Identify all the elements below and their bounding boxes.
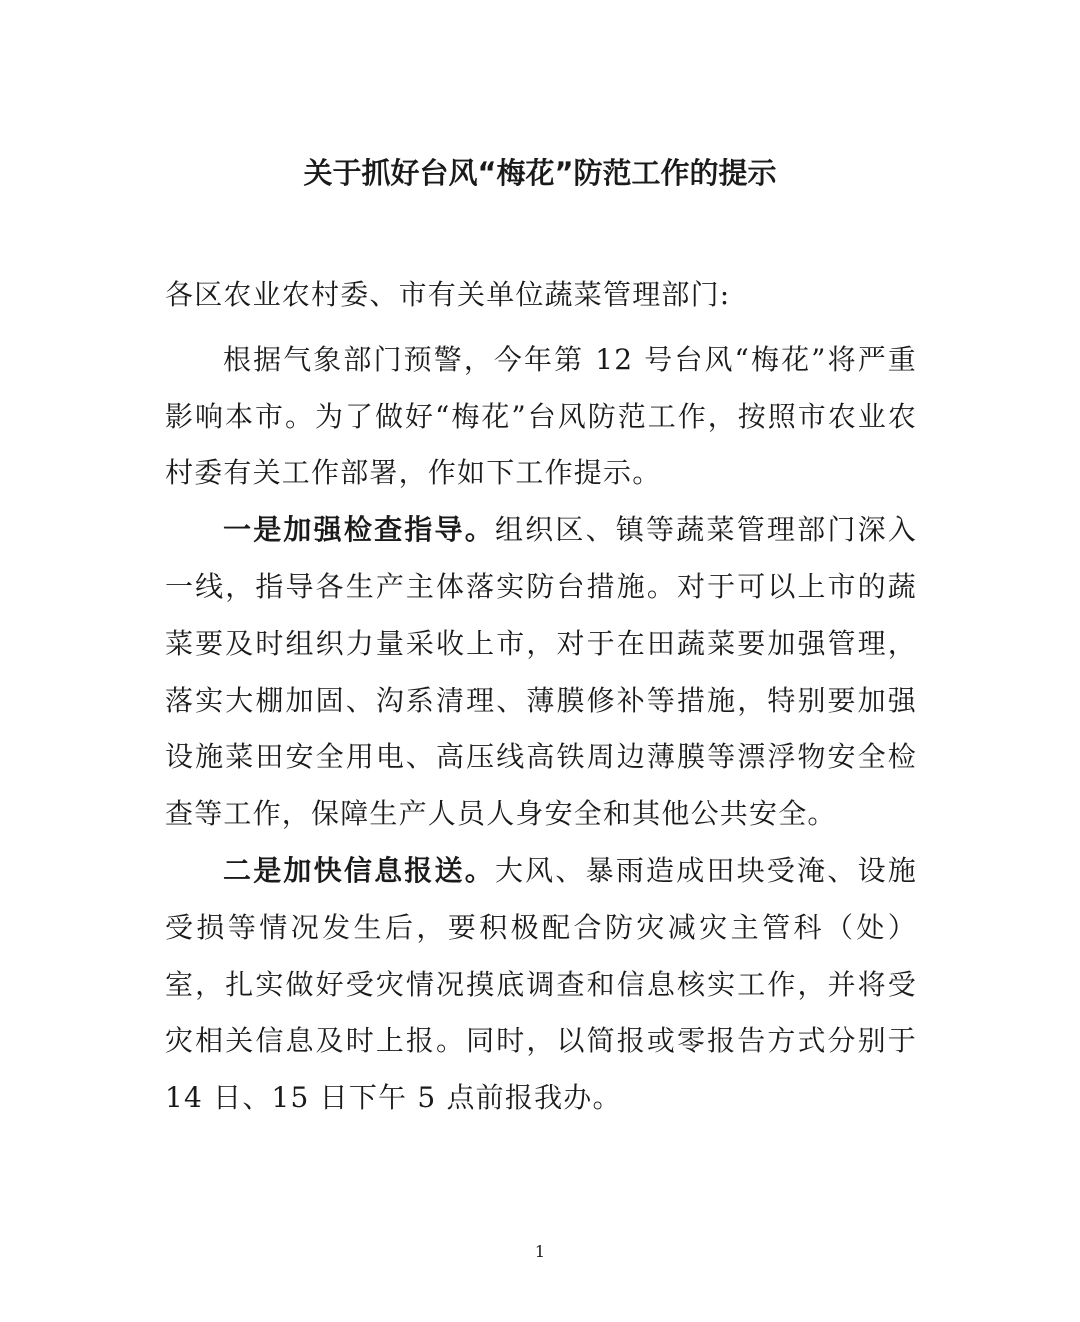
document-body bbox=[165, 267, 917, 1127]
paragraph-intro-text: 根据气象部门预警，今年第 12 号台风“梅花”将严重影响本市。为了做好“梅花”台风防范工作，按照市农业农村委有关工作部署，作如下工作提示。 bbox=[165, 342, 917, 490]
page-number: 1 bbox=[534, 1242, 546, 1261]
salutation: 各区农业农村委、市有关单位蔬菜管理部门: bbox=[165, 278, 731, 311]
paragraph-intro bbox=[165, 332, 917, 502]
paragraph-reporting bbox=[165, 843, 917, 1127]
paragraph-reporting-text: 大风、暴雨造成田块受淹、设施受损等情况发生后，要积极配合防灾减灾主管科（处）室，扎实做好受灾情况摸底调查和信息核实工作，并将受灾相关信息及时上报。同时，以简报或零报告方式分别于 14 日、15 日下午 5 点前报我办。 bbox=[165, 853, 917, 1115]
paragraph-inspection bbox=[165, 502, 917, 843]
paragraph-inspection-text: 组织区、镇等蔬菜管理部门深入一线，指导各生产主体落实防台措施。对于可以上市的蔬菜要及时组织力量采收上市，对于在田蔬菜要加强管理，落实大棚加固、沟系清理、薄膜修补等措施，特别要加强设施菜田安全用电、高压线高铁周边薄膜等漂浮物安全检查等工作，保障生产人员人身安全和其他公共安全。 bbox=[165, 513, 917, 831]
paragraph-inspection-lead: 一是加强检查指导。 bbox=[223, 513, 495, 547]
paragraph-reporting-lead: 二是加快信息报送。 bbox=[223, 853, 495, 887]
document-title: 关于抓好台风“梅花”防范工作的提示 bbox=[303, 156, 777, 190]
